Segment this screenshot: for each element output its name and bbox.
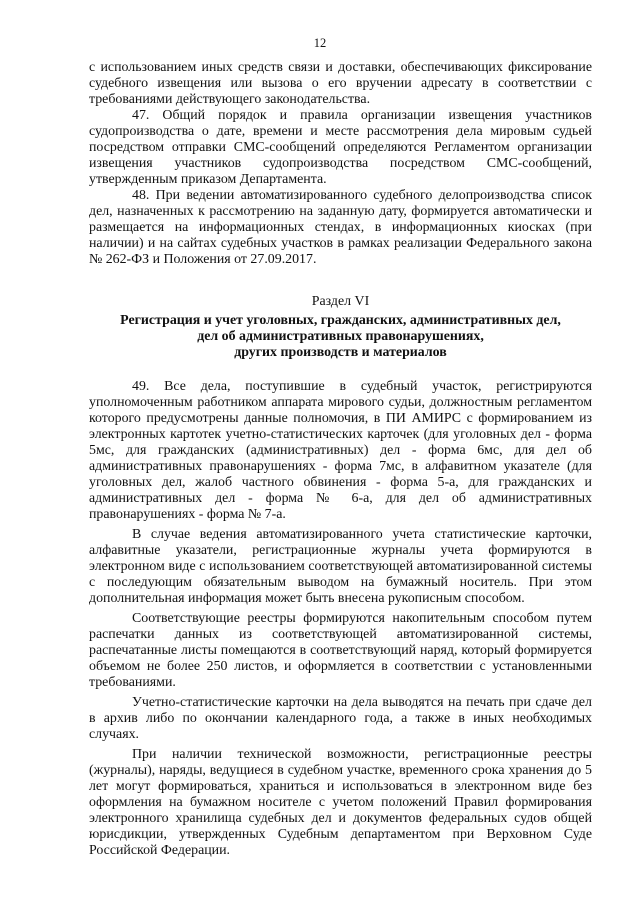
paragraph-automated-accounting: В случае ведения автоматизированного учета статистические карточки, алфавитные указатели, регистрационные журналы учета формируются в электронном виде с использованием соответствующей автоматизированной системы с последующим обязательным выводом на бумажный носитель. При этом дополнительная информация может быть внесена рукописным способом. [89,527,592,606]
document-body [89,60,592,859]
paragraph-electronic-storage: При наличии технической возможности, регистрационные реестры (журналы), наряды, ведущиеся в судебном участке, временного срока хранения до 5 лет могут формироваться, храниться и использоваться в электронном виде без оформления на бумажном носителе с учетом положений Правил формирования электронного хранилища судебных дел и документов федеральных судов общей юрисдикции, утвержденных Судебным департаментом при Верховном Суде Российской Федерации. [89,747,592,858]
paragraph-registers: Соответствующие реестры формируются накопительным способом путем распечатки данных из соответствующей автоматизированной системы, распечатанные листы помещаются в соответствующий наряд, который формируется объемом не более 250 листов, и оформляется в соответствии с установленными требованиями. [89,611,592,690]
section-number: Раздел VI [311,294,370,309]
paragraph-49: 49. Все дела, поступившие в судебный участок, регистрируются уполномоченным работником аппарата мирового судьи, должностным регламентом которого предусмотрены данные полномочия, в ПИ АМИРС с формированием из электронных картотек учетно-статистических карточек (для уголовных дел - форма 5мс, для гражданских (административных) дел - форма 6мс, для дел об административных правонарушениях - форма 7мс, в алфавитном указателе (для уголовных дел, жалоб частного обвинения - форма 5-а, для гражданских и административных дел - форма № 6-а, для дел об административных правонарушениях - форма № 7-а. [89,379,592,522]
section-title [89,313,592,361]
page-number: 12 [313,36,327,50]
section-title-line: других производств и материалов [234,345,447,360]
section-heading [89,294,592,361]
section-title-line: дел об административных правонарушениях, [197,329,484,344]
section-title-line: Регистрация и учет уголовных, гражданских, административных дел, [120,313,561,328]
paragraph-48: 48. При ведении автоматизированного судебного делопроизводства список дел, назначенных к рассмотрению на заданную дату, формируется автоматически и размещается на информационных стендах, в информационных киосках (при наличии) и на сайтах судебных участков в рамках реализации Федерального закона № 262-ФЗ и Положения от 27.09.2017. [89,188,592,267]
paragraph-cards-print: Учетно-статистические карточки на дела выводятся на печать при сдаче дел в архив либо по окончании календарного года, а также в иных необходимых случаях. [89,695,592,742]
paragraph-continuation: с использованием иных средств связи и доставки, обеспечивающих фиксирование судебного извещения или вызова о его вручении адресату в соответствии с требованиями действующего законодательства. [89,60,592,107]
paragraph-47: 47. Общий порядок и правила организации извещения участников судопроизводства о дате, времени и месте рассмотрения дела мировым судьей посредством отправки СМС-сообщений определяются Регламентом организации извещения участников судопроизводства посредством СМС-сообщений, утвержденным приказом Департамента. [89,108,592,187]
